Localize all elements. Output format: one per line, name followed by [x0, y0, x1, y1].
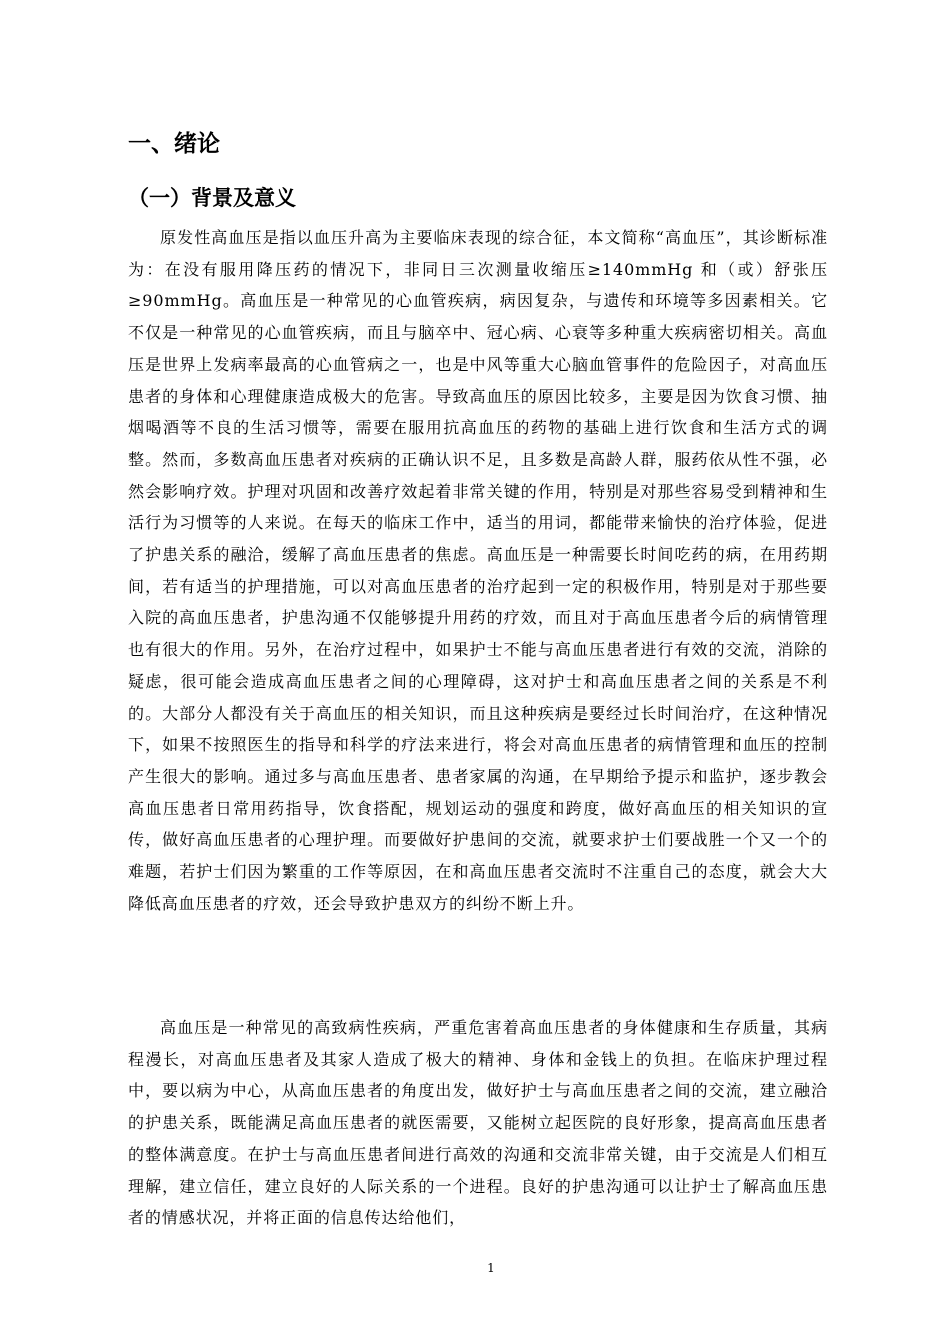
section-heading: （一）背景及意义 [128, 186, 296, 210]
body-paragraph-1: 原发性高血压是指以血压升高为主要临床表现的综合征，本文简称“高血压”，其诊断标准为：在没有服用降压药的情况下，非同日三次测量收缩压≥140mmHg 和（或）舒张压≥90mmHg。高血压是一种常见的心血管疾病，病因复杂，与遗传和环境等多因素相关。它不仅是一种常见的心血管疾病，而且与脑卒中、冠心病、心衰等多种重大疾病密切相关。高血压是世界上发病率最高的心血管病之一，也是中风等重大心脑血管事件的危险因子，对高血压患者的身体和心理健康造成极大的危害。导致高血压的原因比较多，主要是因为饮食习惯、抽烟喝酒等不良的生活习惯等，需要在服用抗高血压的药物的基础上进行饮食和生活方式的调整。然而，多数高血压患者对疾病的正确认识不足，且多数是高龄人群，服药依从性不强，必然会影响疗效。护理对巩固和改善疗效起着非常关键的作用，特别是对那些容易受到精神和生活行为习惯等的人来说。在每天的临床工作中，适当的用词，都能带来愉快的治疗体验，促进了护患关系的融洽，缓解了高血压患者的焦虑。高血压是一种需要长时间吃药的病，在用药期间，若有适当的护理措施，可以对高血压患者的治疗起到一定的积极作用，特别是对于那些要入院的高血压患者，护患沟通不仅能够提升用药的疗效，而且对于高血压患者今后的病情管理也有很大的作用。另外，在治疗过程中，如果护士不能与高血压患者进行有效的交流，消除的疑虑，很可能会造成高血压患者之间的心理障碍，这对护士和高血压患者之间的关系是不利的。大部分人都没有关于高血压的相关知识，而且这种疾病是要经过长时间治疗，在这种情况下，如果不按照医生的指导和科学的疗法来进行，将会对高血压患者的病情管理和血压的控制产生很大的影响。通过多与高血压患者、患者家属的沟通，在早期给予提示和监护，逐步教会高血压患者日常用药指导，饮食搭配，规划运动的强度和跨度，做好高血压的相关知识的宣传，做好高血压患者的心理护理。而要做好护患间的交流，就要求护士们要战胜一个又一个的难题，若护士们因为繁重的工作等原因，在和高血压患者交流时不注重自己的态度，就会大大降低高血压患者的疗效，还会导致护患双方的纠纷不断上升。 [128, 228, 828, 913]
chapter-heading: 一、绪论 [128, 131, 220, 157]
body-paragraph-2: 高血压是一种常见的高致病性疾病，严重危害着高血压患者的身体健康和生存质量，其病程漫长，对高血压患者及其家人造成了极大的精神、身体和金钱上的负担。在临床护理过程中，要以病为中心，从高血压患者的角度出发，做好护士与高血压患者之间的交流，建立融洽的护患关系，既能满足高血压患者的就医需要，又能树立起医院的良好形象，提高高血压患者的整体满意度。在护士与高血压患者间进行高效的沟通和交流非常关键，由于交流是人们相互理解，建立信任，建立良好的人际关系的一个进程。良好的护患沟通可以让护士了解高血压患者的情感状况，并将正面的信息传达给他们， [128, 1018, 828, 1228]
page-number: 1 [487, 1261, 495, 1275]
